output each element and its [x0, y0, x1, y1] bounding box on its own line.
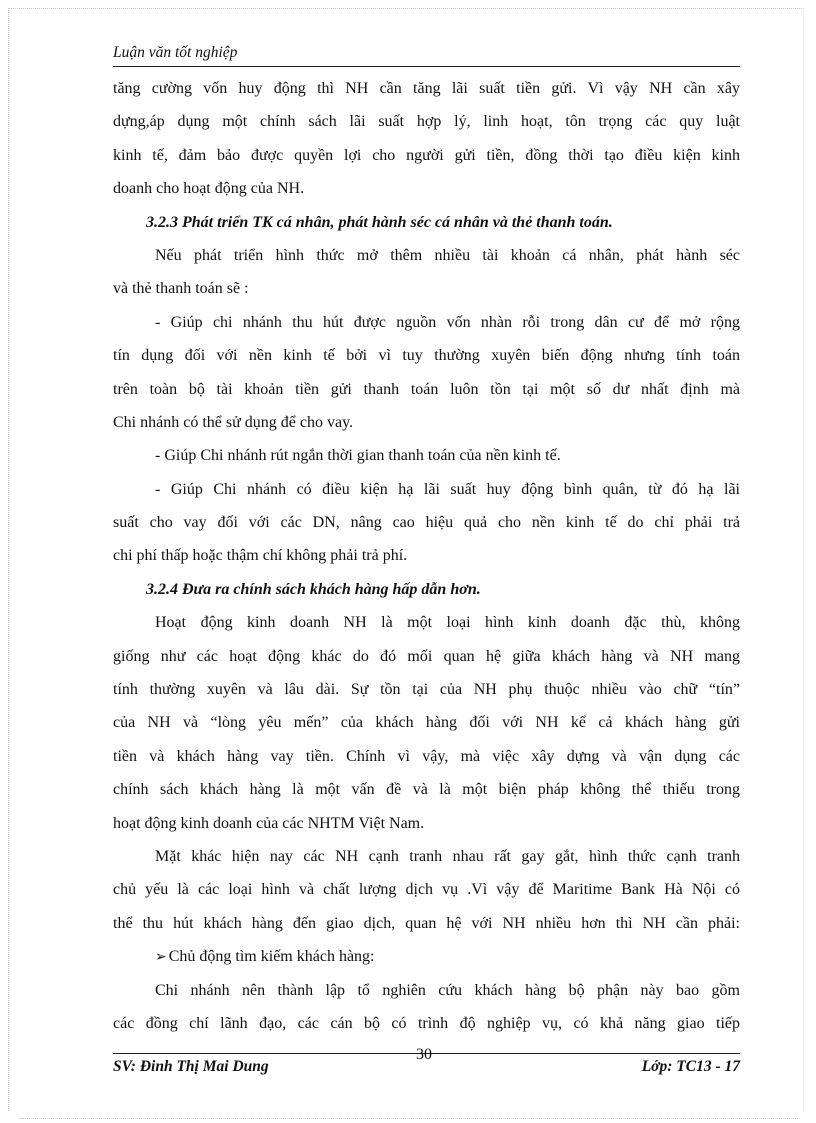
page-body — [113, 72, 740, 1040]
footer-class-label: Lớp: TC13 - 17 — [641, 1058, 740, 1075]
text-line: - Giúp Chi nhánh rút ngắn thời gian thanh toán của nền kinh tế. — [155, 447, 561, 465]
section-heading-3-2-4: 3.2.4 Đưa ra chính sách khách hàng hấp dẫn hơn. — [146, 580, 481, 598]
text-line: kinh tế, đảm bảo được quyền lợi cho người gửi tiền, đồng thời tạo điều kiện kinh — [113, 146, 740, 164]
text-line: tăng cường vốn huy động thì NH cần tăng lãi suất tiền gửi. Vì vậy NH cần xây — [113, 80, 740, 97]
text-line: - Giúp Chi nhánh có điều kiện hạ lãi suất huy động bình quân, từ đó hạ lãi — [155, 480, 740, 498]
text-line: suất cho vay đối với các DN, nâng cao hiệu quả cho nền kinh tế do chỉ phải trả — [113, 514, 740, 532]
text-line: của NH và “lòng yêu mến” của khách hàng đối với NH kể cả khách hàng gửi — [113, 714, 740, 732]
text-line: Chi nhánh có thể sử dụng để cho vay. — [113, 413, 354, 431]
text-line: Nếu phát triển hình thức mở thêm nhiều tài khoản cá nhân, phát hành séc — [155, 246, 740, 264]
text-line: Hoạt động kinh doanh NH là một loại hình kinh doanh đặc thù, không — [155, 614, 740, 632]
text-line: các đồng chí lãnh đạo, các cán bộ có trình độ nghiệp vụ, có khả năng giao tiếp — [113, 1014, 740, 1032]
header-title: Luận văn tốt nghiệp — [113, 44, 238, 61]
text-line: tiền và khách hàng vay tiền. Chính vì vậy, mà việc xây dựng và vận dụng các — [113, 747, 740, 765]
text-line: và thẻ thanh toán sẽ : — [113, 280, 249, 298]
text-line: tín dụng đối với nền kinh tế bởi vì tuy thường xuyên biến động nhưng tính toán — [113, 347, 740, 365]
arrow-bullet-icon: ➢ — [155, 949, 167, 966]
text-line: tính thường xuyên và lâu dài. Sự tồn tại của NH phụ thuộc nhiều vào chữ “tín” — [113, 681, 740, 699]
text-line: thể thu hút khách hàng đến giao dịch, quan hệ với NH nhiều hơn thì NH cần phải: — [113, 914, 740, 932]
header-rule — [113, 66, 740, 67]
page-footer — [113, 1046, 740, 1078]
text-line: giống như các hoạt động khác do đó mối quan hệ giữa khách hàng và NH mang — [113, 647, 740, 665]
text-line: chính sách khách hàng là một vấn đề và là một biện pháp không thể thiếu trong — [113, 781, 740, 799]
page-header — [113, 44, 740, 67]
text-line: trên toàn bộ tài khoản tiền gửi thanh toán luôn tồn tại một số dư nhất định mà — [113, 380, 740, 398]
page-border-bottom — [20, 1118, 800, 1119]
text-line: Mặt khác hiện nay các NH cạnh tranh nhau rất gay gắt, hình thức cạnh tranh — [155, 847, 740, 865]
bullet-item — [113, 940, 740, 973]
text-line: chủ yếu là các loại hình và chất lượng dịch vụ .Vì vậy để Maritime Bank Hà Nội có — [113, 881, 740, 899]
bullet-text: Chủ động tìm kiếm khách hàng: — [168, 948, 375, 966]
section-heading-3-2-3: 3.2.3 Phát triển TK cá nhân, phát hành séc cá nhân và thẻ thanh toán. — [146, 213, 613, 231]
text-line: doanh cho hoạt động của NH. — [113, 180, 305, 198]
page-number: 30 — [416, 1046, 432, 1063]
text-line: chi phí thấp hoặc thậm chí không phải trả phí. — [113, 547, 408, 565]
text-line: dựng,áp dụng một chính sách lãi suất hợp lý, linh hoạt, tôn trọng các quy luật — [113, 113, 740, 131]
text-line: Chi nhánh nên thành lập tổ nghiên cứu khách hàng bộ phận này bao gồm — [155, 981, 740, 999]
footer-student-name: SV: Đinh Thị Mai Dung — [113, 1058, 269, 1075]
text-line: hoạt động kinh doanh của các NHTM Việt Nam. — [113, 814, 425, 832]
text-line: - Giúp chi nhánh thu hút được nguồn vốn nhàn rỗi trong dân cư để mở rộng — [155, 313, 740, 331]
